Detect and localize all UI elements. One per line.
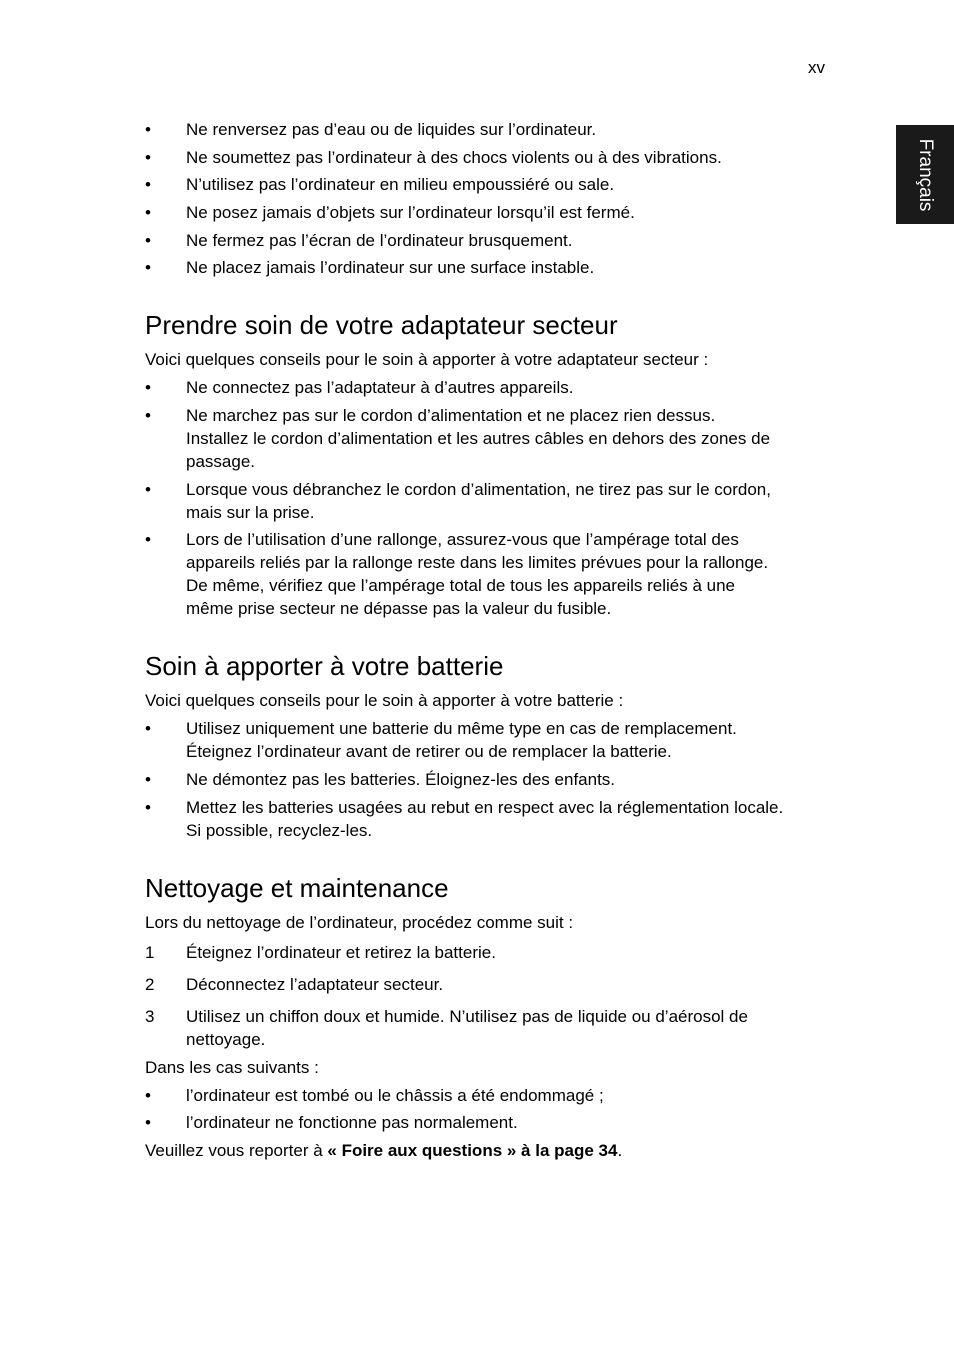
list-item-line: Installez le cordon d’alimentation et les autres câbles en dehors des zones de [186, 429, 771, 448]
bullet-icon: • [145, 798, 151, 817]
list-item: Ne fermez pas l’écran de l’ordinateur brusquement. [186, 231, 573, 250]
bullet-icon: • [145, 406, 151, 425]
step-number: 1 [145, 943, 155, 962]
bullet-icon: • [145, 148, 151, 167]
bullet-icon: • [145, 120, 151, 139]
bullet-icon: • [145, 175, 151, 194]
bullet-icon: • [145, 231, 151, 250]
list-item: Ne soumettez pas l’ordinateur à des chocs violents ou à des vibrations. [186, 148, 722, 167]
list-item-line: Lors de l’utilisation d’une rallonge, assurez-vous que l’ampérage total des [186, 530, 739, 549]
bullet-icon: • [145, 480, 151, 499]
battery-intro: Voici quelques conseils pour le soin à apporter à votre batterie : [145, 691, 624, 710]
list-item-line: mais sur la prise. [186, 503, 315, 522]
list-item-line: De même, vérifiez que l’ampérage total de tous les appareils reliés à une [186, 576, 736, 595]
bullet-icon: • [145, 203, 151, 222]
list-item-line: passage. [186, 452, 255, 471]
step-line: nettoyage. [186, 1030, 266, 1049]
language-tab-label: Français [915, 138, 936, 212]
list-item-line: même prise secteur ne dépasse pas la valeur du fusible. [186, 599, 612, 618]
list-item: l’ordinateur est tombé ou le châssis a été endommagé ; [186, 1086, 604, 1105]
list-item: l’ordinateur ne fonctionne pas normalement. [186, 1113, 518, 1132]
list-item-line: Ne démontez pas les batteries. Éloignez-les des enfants. [186, 770, 616, 789]
refer-prefix: Veuillez vous reporter à [145, 1141, 328, 1160]
refer-suffix: . [617, 1141, 623, 1160]
bullet-icon: • [145, 1086, 151, 1105]
bullet-icon: • [145, 1113, 151, 1132]
adapter-intro: Voici quelques conseils pour le soin à apporter à votre adaptateur secteur : [145, 350, 709, 369]
faq-link[interactable]: « Foire aux questions » à la page 34 [327, 1141, 618, 1160]
step-line: Utilisez un chiffon doux et humide. N’utilisez pas de liquide ou d’aérosol de [186, 1007, 748, 1026]
list-item-line: Mettez les batteries usagées au rebut en respect avec la réglementation locale. [186, 798, 784, 817]
list-item: Ne placez jamais l’ordinateur sur une surface instable. [186, 258, 595, 277]
bullet-icon: • [145, 530, 151, 549]
step-line: Éteignez l’ordinateur et retirez la batterie. [186, 943, 496, 962]
adapter-heading: Prendre soin de votre adaptateur secteur [145, 310, 618, 340]
list-item-line: Ne connectez pas l’adaptateur à d’autres appareils. [186, 378, 574, 397]
list-item: Ne renversez pas d’eau ou de liquides sur l’ordinateur. [186, 120, 597, 139]
bullet-icon: • [145, 719, 151, 738]
list-item-line: Utilisez uniquement une batterie du même type en cas de remplacement. [186, 719, 737, 738]
bullet-icon: • [145, 258, 151, 277]
battery-heading: Soin à apporter à votre batterie [145, 651, 504, 681]
bullet-icon: • [145, 378, 151, 397]
step-number: 2 [145, 975, 155, 994]
bullet-icon: • [145, 770, 151, 789]
step-line: Déconnectez l’adaptateur secteur. [186, 975, 444, 994]
cases-intro: Dans les cas suivants : [145, 1058, 319, 1077]
step-number: 3 [145, 1007, 155, 1026]
cleaning-heading: Nettoyage et maintenance [145, 873, 449, 903]
list-item: Ne posez jamais d’objets sur l’ordinateur lorsqu’il est fermé. [186, 203, 635, 222]
list-item-line: appareils reliés par la rallonge reste dans les limites prévues pour la rallonge. [186, 553, 769, 572]
language-tab [896, 125, 954, 224]
list-item-line: Lorsque vous débranchez le cordon d’alimentation, ne tirez pas sur le cordon, [186, 480, 771, 499]
list-item-line: Ne marchez pas sur le cordon d’alimentation et ne placez rien dessus. [186, 406, 716, 425]
list-item-line: Éteignez l’ordinateur avant de retirer ou de remplacer la batterie. [186, 742, 672, 761]
cleaning-intro: Lors du nettoyage de l’ordinateur, procédez comme suit : [145, 913, 574, 932]
refer-paragraph [145, 1139, 622, 1162]
page-number: xv [808, 58, 825, 77]
list-item-line: Si possible, recyclez-les. [186, 821, 373, 840]
list-item: N’utilisez pas l’ordinateur en milieu empoussiéré ou sale. [186, 175, 615, 194]
